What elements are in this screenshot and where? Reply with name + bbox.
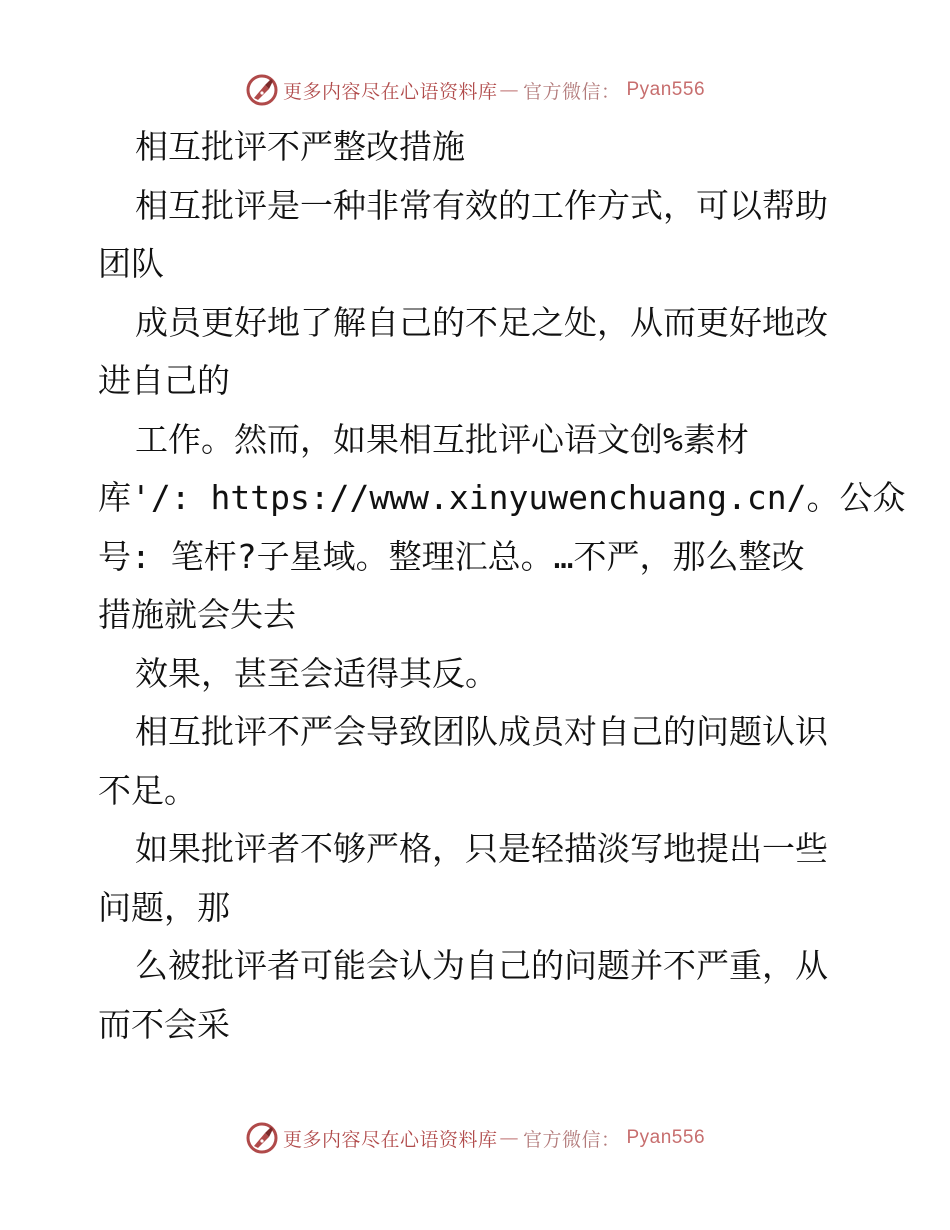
text-line: 相互批评是一种非常有效的工作方式，可以帮助 [135, 185, 828, 225]
pen-nib-logo-icon [245, 73, 279, 107]
banner-main-text: 更多内容尽在心语资料库 [282, 80, 498, 103]
banner-wechat-id: Pyan556 [626, 79, 706, 100]
footer-banner [0, 1118, 950, 1158]
text-line: 成员更好地了解自己的不足之处，从而更好地改 [135, 302, 828, 342]
pen-nib-logo-icon [245, 1121, 279, 1155]
document-body [98, 118, 906, 1054]
text-line: 效果，甚至会适得其反。 [135, 653, 498, 693]
banner-main-text: 更多内容尽在心语资料库 [282, 1128, 498, 1151]
text-line: 进自己的 [98, 361, 230, 400]
text-line: 如果批评者不够严格，只是轻描淡写地提出一些 [135, 829, 828, 868]
text-line: 措施就会失去 [98, 595, 296, 634]
text-line: 而不会采 [98, 1004, 230, 1044]
banner-separator: — [499, 1127, 519, 1149]
header-banner [0, 70, 950, 110]
text-line: 号: 笔杆?子星域。整理汇总。…不严，那么整改 [98, 536, 805, 576]
banner-wechat-id: Pyan556 [626, 1127, 706, 1148]
text-line: 问题，那 [98, 887, 230, 927]
text-line: 工作。然而，如果相互批评心语文创%素材 [135, 419, 749, 459]
text-line: 相互批评不严整改措施 [135, 127, 465, 166]
banner-separator: — [499, 79, 519, 101]
text-line: 么被批评者可能会认为自己的问题并不严重，从 [135, 946, 828, 985]
text-line: 库'/: https://www.xinyuwenchuang.cn/。公众 [98, 478, 906, 517]
text-line: 相互批评不严会导致团队成员对自己的问题认识 [135, 712, 828, 751]
text-line: 不足。 [98, 770, 197, 810]
banner-wechat-label: 官方微信： [522, 1128, 621, 1151]
banner-wechat-label: 官方微信： [522, 80, 621, 103]
text-line: 团队 [98, 244, 164, 283]
